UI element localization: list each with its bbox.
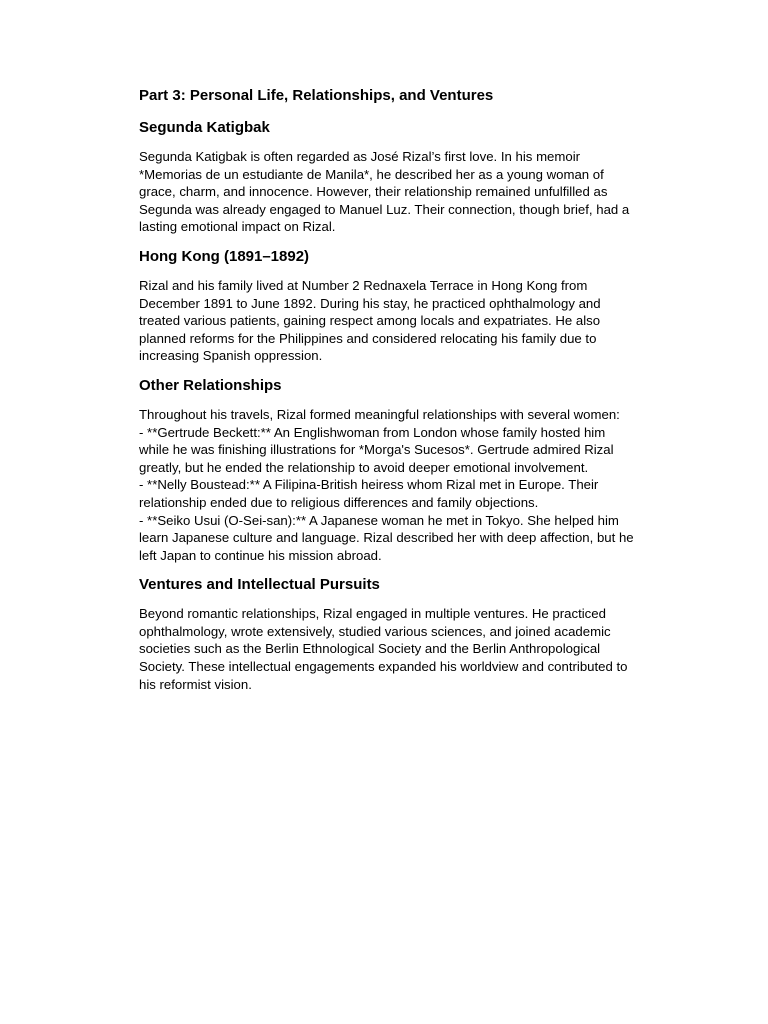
paragraph-line: Segunda was already engaged to Manuel Luz. Their connection, though brief, had a [139, 201, 630, 217]
paragraph-line: greatly, but he ended the relationship to avoid deeper emotional involvement. [139, 459, 589, 475]
paragraph-line: while he was finishing illustrations for *Morga's Sucesos*. Gertrude admired Rizal [139, 442, 614, 458]
paragraph-line: Rizal and his family lived at Number 2 Rednaxela Terrace in Hong Kong from [139, 277, 588, 293]
section-other-relationships [139, 376, 679, 564]
paragraph-line: Segunda Katigbak is often regarded as José Rizal’s first love. In his memoir [139, 149, 581, 164]
paragraph-line: - **Nelly Boustead:** A Filipina-British heiress whom Rizal met in Europe. Their [139, 477, 599, 493]
paragraph-line: left Japan to continue his mission abroad. [139, 547, 382, 563]
paragraph-line: increasing Spanish oppression. [139, 348, 323, 364]
section-hong-kong [139, 247, 679, 365]
document-page [139, 86, 679, 704]
paragraph-line: learn Japanese culture and language. Rizal described her with deep affection, but he [139, 530, 634, 546]
paragraph-line: Society. These intellectual engagements expanded his worldview and contributed to [139, 659, 628, 675]
section-paragraph [139, 406, 679, 564]
paragraph-line: ophthalmology, wrote extensively, studied various sciences, and joined academic [139, 623, 611, 639]
paragraph-line: his reformist vision. [139, 676, 252, 692]
section-heading: Hong Kong (1891–1892) [139, 247, 310, 265]
section-segunda-katigbak [139, 118, 679, 236]
section-heading: Other Relationships [139, 376, 282, 394]
section-paragraph [139, 148, 679, 236]
paragraph-line: treated various patients, gaining respect among locals and expatriates. He also [139, 313, 601, 329]
paragraph-line: - **Gertrude Beckett:** An Englishwoman from London whose family hosted him [139, 424, 606, 440]
paragraph-line: relationship ended due to religious differences and family objections. [139, 494, 539, 510]
section-heading: Segunda Katigbak [139, 119, 270, 136]
paragraph-line: December 1891 to June 1892. During his stay, he practiced ophthalmology and [139, 295, 601, 311]
paragraph-line: grace, charm, and innocence. However, their relationship remained unfulfilled as [139, 184, 608, 200]
paragraph-line: Beyond romantic relationships, Rizal engaged in multiple ventures. He practiced [139, 606, 606, 622]
section-paragraph [139, 277, 679, 365]
paragraph-line: *Memorias de un estudiante de Manila*, he described her as a young woman of [139, 166, 604, 182]
section-heading: Ventures and Intellectual Pursuits [139, 576, 380, 594]
document-title: Part 3: Personal Life, Relationships, and Ventures [139, 87, 494, 104]
paragraph-line: lasting emotional impact on Rizal. [139, 219, 336, 235]
paragraph-line: Throughout his travels, Rizal formed meaningful relationships with several women: [139, 406, 620, 422]
paragraph-line: societies such as the Berlin Ethnological Society and the Berlin Anthropological [139, 641, 601, 657]
section-paragraph [139, 605, 679, 693]
paragraph-line: - **Seiko Usui (O-Sei-san):** A Japanese woman he met in Tokyo. She helped him [139, 512, 619, 528]
paragraph-line: planned reforms for the Philippines and considered relocating his family due to [139, 330, 597, 346]
section-ventures [139, 575, 679, 693]
